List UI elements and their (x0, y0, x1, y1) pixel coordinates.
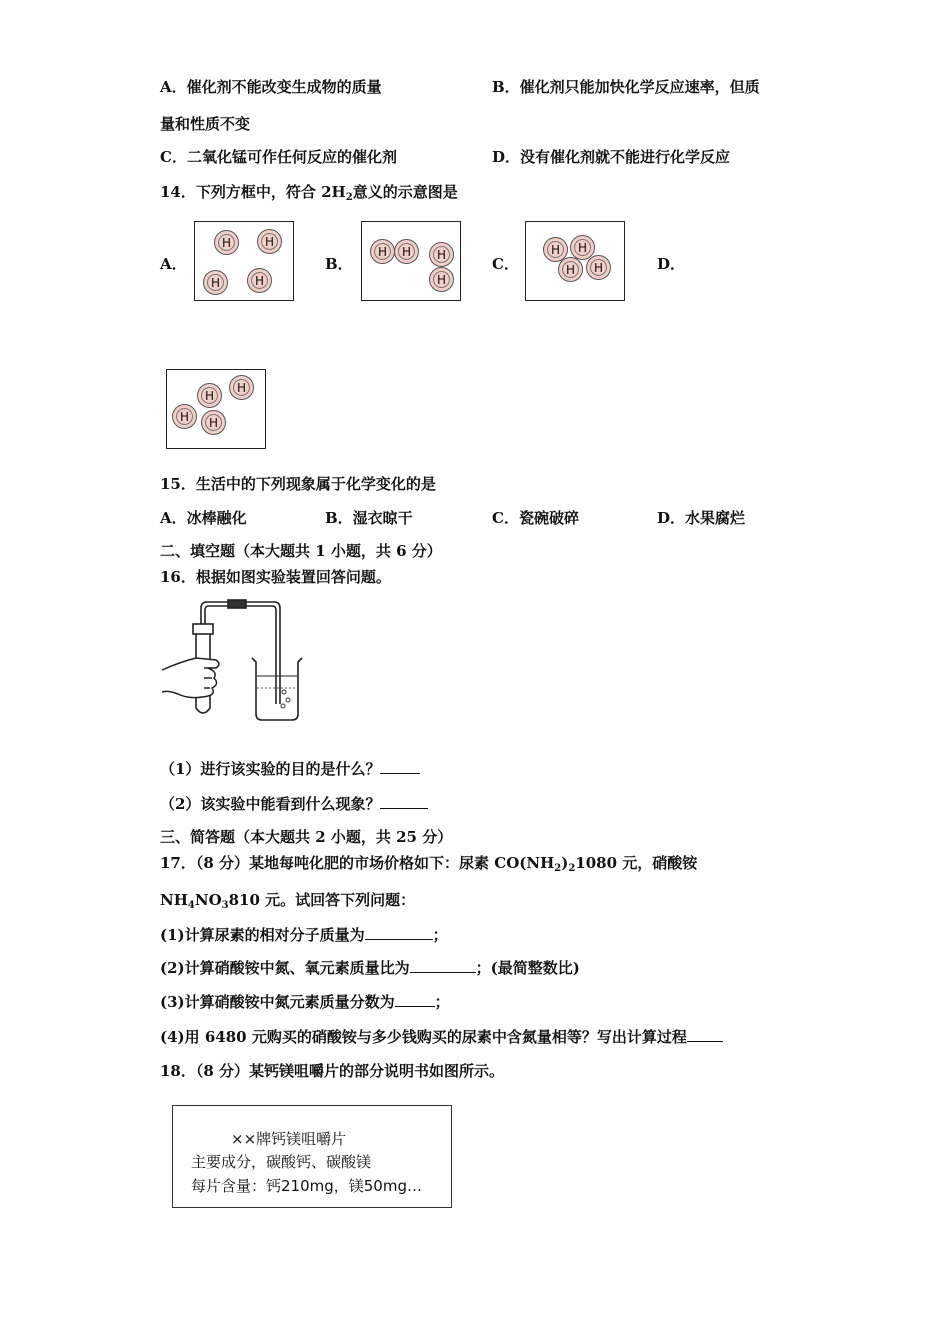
answer-blank[interactable] (365, 925, 433, 940)
q14-label-c: C． (492, 255, 519, 273)
h-atom: H (197, 383, 222, 408)
h-atom: H (172, 404, 197, 429)
answer-blank[interactable] (687, 1027, 723, 1042)
q17-part-2: (2)计算硝酸铵中氮、氧元素质量比为 ；(最简整数比) (160, 959, 580, 977)
q18-stem: 18．（8 分）某钙镁咀嚼片的部分说明书如图所示。 (160, 1062, 505, 1080)
label-ingredients: 主要成分，碳酸钙、碳酸镁 (191, 1153, 372, 1171)
q16-sub-2: （2）该实验中能看到什么现象？ (160, 794, 428, 814)
q13-option-c: C．二氧化锰可作任何反应的催化剂 (160, 148, 397, 166)
q17-part-3: (3)计算硝酸铵中氮元素质量分数为 ； (160, 993, 450, 1011)
q15-option-a: A．冰棒融化 (160, 509, 247, 527)
label-title: ××牌钙镁咀嚼片 (231, 1130, 347, 1148)
h-atom: H (257, 229, 282, 254)
beaker (252, 658, 302, 720)
q13-option-b-cont: 量和性质不变 (160, 115, 251, 133)
q17-part-4: (4)用 6480 元购买的硝酸铵与多少钱购买的尿素中含氮量相等？写出计算过程 (160, 1027, 723, 1047)
h-atom: H (394, 239, 419, 264)
answer-blank[interactable] (380, 794, 428, 809)
h-atom: H (203, 270, 228, 295)
q14-stem: 14．下列方框中，符合 $2H_2$意义的示意图是 (160, 183, 458, 203)
q15-option-b: B．湿衣晾干 (325, 509, 413, 527)
q16-sub-1: （1）进行该实验的目的是什么？ (160, 759, 420, 779)
hand (162, 658, 219, 698)
h-atom: H (201, 410, 226, 435)
bubbles (281, 690, 290, 708)
h-atom: H (214, 230, 239, 255)
answer-blank[interactable] (410, 958, 476, 973)
h-atom: H (229, 375, 254, 400)
q14-label-d: D． (657, 255, 686, 273)
answer-blank[interactable] (395, 992, 435, 1007)
q16-stem: 16．根据如图实验装置回答问题。 (160, 568, 391, 586)
section-2-heading: 二、填空题（本大题共 1 小题，共 6 分） (160, 542, 442, 560)
h-atom: H (429, 267, 454, 292)
section-3-heading: 三、简答题（本大题共 2 小题，共 25 分） (160, 828, 453, 846)
h-atom: H (543, 237, 568, 262)
q13-option-a: A．催化剂不能改变生成物的质量 (160, 78, 382, 96)
h-atom: H (247, 268, 272, 293)
diagram-a (194, 221, 294, 301)
h-atom: H (558, 257, 583, 282)
diagram-d (166, 369, 266, 449)
answer-blank[interactable] (380, 759, 420, 774)
h-atom: H (370, 239, 395, 264)
q14-label-a: A． (160, 255, 187, 273)
q13-option-b: B．催化剂只能加快化学反应速率，但质 (492, 78, 760, 96)
experiment-apparatus (160, 596, 310, 726)
q17-line-2: $NH_4NO_3810$ 元。试回答下列问题： (160, 891, 416, 911)
q13-option-d: D．没有催化剂就不能进行化学反应 (492, 148, 731, 166)
q17-line-1: 17．（8 分）某地每吨化肥的市场价格如下：尿素 $CO(NH_2)_21080$ 元，硝酸铵 (160, 854, 698, 874)
diagram-c (525, 221, 625, 301)
h-atom: H (570, 235, 595, 260)
q17-part-1: (1)计算尿素的相对分子质量为 ； (160, 926, 448, 944)
label-content: 每片含量：钙210mg，镁50mg… (191, 1177, 422, 1195)
h-atom: H (586, 255, 611, 280)
h-atom: H (429, 242, 454, 267)
product-label (172, 1105, 452, 1208)
q15-stem: 15．生活中的下列现象属于化学变化的是 (160, 475, 436, 493)
q15-option-c: C．瓷碗破碎 (492, 509, 579, 527)
diagram-b (361, 221, 461, 301)
q14-label-b: B． (325, 255, 353, 273)
q15-option-d: D．水果腐烂 (657, 509, 746, 527)
